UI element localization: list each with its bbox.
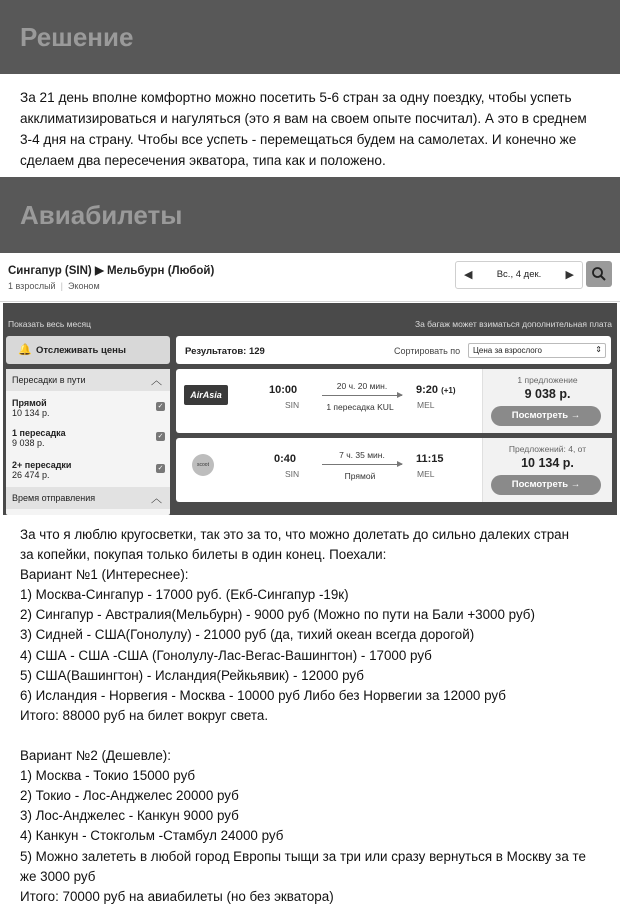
offers-count: 1 предложение bbox=[517, 375, 578, 385]
text-line: 2) Сингапур - Австралия(Мельбурн) - 9000 руб (Можно по пути на Бали +3000 руб) bbox=[20, 607, 535, 623]
track-prices-button[interactable] bbox=[6, 336, 170, 364]
passengers: 1 взрослый bbox=[8, 281, 56, 291]
arrival-time-value: 9:20 bbox=[416, 384, 439, 396]
passenger-info: 1 взрослый | Эконом bbox=[8, 281, 100, 291]
bell-icon: 🔔 bbox=[18, 344, 32, 356]
flight-duration: 7 ч. 35 мин. bbox=[339, 450, 385, 460]
text-line: 6) Исландия - Норвегия - Москва - 10000 руб Либо без Норвегии за 12000 руб bbox=[20, 687, 506, 703]
filter-option-label: Прямой bbox=[12, 398, 47, 408]
search-header bbox=[0, 253, 620, 302]
flight-card[interactable] bbox=[176, 438, 611, 502]
filter-option-label: 2+ пересадки bbox=[12, 460, 72, 470]
stops-filter-header[interactable] bbox=[6, 369, 170, 391]
route-arrow-icon bbox=[322, 464, 402, 465]
section-title: Авиабилеты bbox=[20, 199, 183, 230]
chevron-updown-icon: ⇕ bbox=[595, 345, 602, 354]
view-button[interactable]: Посмотреть → bbox=[491, 406, 601, 426]
text-line: 5) Можно залететь в любой город Европы тыщи за три или сразу вернуться в Москву за те bbox=[20, 848, 586, 864]
arrival-airport: MEL bbox=[417, 400, 435, 410]
route-arrow-icon bbox=[322, 395, 402, 396]
section-title: Решение bbox=[20, 21, 134, 52]
offers-count: Предложений: 4, от bbox=[508, 444, 587, 454]
arrival-airport: MEL bbox=[417, 469, 435, 479]
blank-line bbox=[20, 726, 602, 746]
text-line: 5) США(Вашингтон) - Исландия(Рейкьявик) - 12000 руб bbox=[20, 667, 364, 683]
results-bar bbox=[176, 336, 611, 364]
text-line: 1) Москва-Сингапур - 17000 руб. (Екб-Сингапур -19к) bbox=[20, 587, 349, 603]
text-line: 2) Токио - Лос-Анджелес 20000 руб bbox=[20, 788, 239, 804]
departure-time: 0:40 bbox=[274, 453, 297, 465]
departure-airport: SIN bbox=[285, 469, 300, 479]
results-count: Результатов: 129 bbox=[185, 346, 265, 357]
text-line: Вариант №2 (Дешевле): bbox=[20, 748, 171, 764]
chevron-up-icon: ︿ bbox=[151, 493, 162, 505]
stops-filter-title: Пересадки в пути bbox=[12, 375, 86, 385]
text-line: Вариант №1 (Интереснее): bbox=[20, 567, 189, 583]
baggage-note: За багаж может взиматься дополнительная плата bbox=[414, 319, 612, 329]
flight-price: 10 134 р. bbox=[521, 456, 574, 470]
flight-search-screenshot bbox=[0, 253, 620, 515]
stops-info: 1 пересадка KUL bbox=[326, 402, 394, 412]
info-strip bbox=[3, 315, 617, 331]
departure-time: 10:00 bbox=[269, 384, 298, 396]
airline-logo: scoot bbox=[192, 454, 214, 476]
next-day-marker: (+1) bbox=[441, 386, 456, 395]
sort-value: Цена за взрослого bbox=[473, 346, 542, 355]
chevron-up-icon: ︿ bbox=[151, 375, 162, 387]
date-selector[interactable] bbox=[455, 261, 583, 289]
filter-option-price: 10 134 р. bbox=[12, 408, 50, 418]
filter-option-price: 26 474 р. bbox=[12, 470, 50, 480]
airline-logo: AirAsia bbox=[184, 385, 228, 405]
flight-duration: 20 ч. 20 мин. bbox=[336, 381, 388, 391]
price-box bbox=[482, 369, 612, 433]
stops-info: Прямой bbox=[344, 471, 376, 481]
text-line: За что я люблю кругосветки, так это за то, что можно долетать до сильно далеких стран bbox=[20, 527, 569, 542]
departure-filter-title: Время отправления bbox=[12, 493, 96, 503]
filter-option-price: 9 038 р. bbox=[12, 438, 45, 448]
filter-option-two-stops[interactable] bbox=[12, 460, 71, 480]
cabin-class: Эконом bbox=[67, 281, 100, 291]
filter-option-direct[interactable] bbox=[12, 398, 50, 418]
departure-airport: SIN bbox=[285, 400, 300, 410]
filters-panel bbox=[6, 369, 170, 515]
departure-filter-header[interactable] bbox=[6, 487, 170, 509]
search-button[interactable] bbox=[586, 261, 612, 287]
tickets-description bbox=[0, 515, 620, 922]
flight-price: 9 038 р. bbox=[524, 387, 571, 401]
route-title: Сингапур (SIN) ▶ Мельбурн (Любой) bbox=[8, 265, 215, 277]
flight-card[interactable] bbox=[176, 369, 611, 433]
section-header-solution bbox=[0, 0, 620, 74]
search-icon bbox=[586, 261, 612, 287]
track-prices-label: Отслеживать цены bbox=[36, 345, 126, 356]
text-line: Итого: 88000 руб на билет вокруг света. bbox=[20, 707, 269, 723]
text-line: 4) Канкун - Стокгольм -Стамбул 24000 руб bbox=[20, 828, 284, 844]
text-line: Итого: 70000 руб на авиабилеты (но без экватора) bbox=[20, 888, 334, 904]
view-button[interactable]: Посмотреть → bbox=[491, 475, 601, 495]
text-line: за копейки, покупая только билеты в один конец. Поехали: bbox=[20, 547, 387, 563]
chevron-right-icon[interactable]: ▶ bbox=[565, 269, 574, 281]
sort-select[interactable] bbox=[468, 343, 606, 358]
text-line: 4) США - США -США (Гонолулу-Лас-Вегас-Вашингтон) - 17000 руб bbox=[20, 647, 432, 663]
arrival-time bbox=[416, 384, 456, 396]
filter-option-label: 1 пересадка bbox=[12, 428, 66, 438]
filter-option-one-stop[interactable] bbox=[12, 428, 66, 448]
checkbox-direct[interactable]: ✓ bbox=[157, 403, 164, 410]
checkbox-two-stops[interactable]: ✓ bbox=[157, 465, 164, 472]
show-month-link[interactable]: Показать весь месяц bbox=[8, 319, 91, 329]
chevron-left-icon[interactable]: ◀ bbox=[464, 269, 473, 281]
date-label: Вс., 4 дек. bbox=[496, 269, 542, 280]
solution-paragraph: За 21 день вполне комфортно можно посетить 5-6 стран за одну поездку, чтобы успеть акклиматизироваться и нагуляться (это я вам на своем опыте посчитал). А это в среднем 3-4 дня на страну. Чтобы все успеть - перемещаться будем на самолетах. И конечно же сделаем два пересечения экватора, типа как и положено. bbox=[0, 74, 620, 177]
section-header-tickets bbox=[0, 177, 620, 253]
text-line: 3) Сидней - США(Гонолулу) - 21000 руб (да, тихий океан всегда дорогой) bbox=[20, 627, 475, 643]
text-line: 1) Москва - Токио 15000 руб bbox=[20, 768, 196, 784]
checkbox-one-stop[interactable]: ✓ bbox=[157, 433, 164, 440]
price-box bbox=[482, 438, 612, 502]
arrival-time: 11:15 bbox=[416, 453, 444, 465]
text-line: 3) Лос-Анджелес - Канкун 9000 руб bbox=[20, 808, 239, 824]
sort-label: Сортировать по bbox=[394, 346, 461, 356]
text-line: же 3000 руб bbox=[20, 868, 96, 884]
